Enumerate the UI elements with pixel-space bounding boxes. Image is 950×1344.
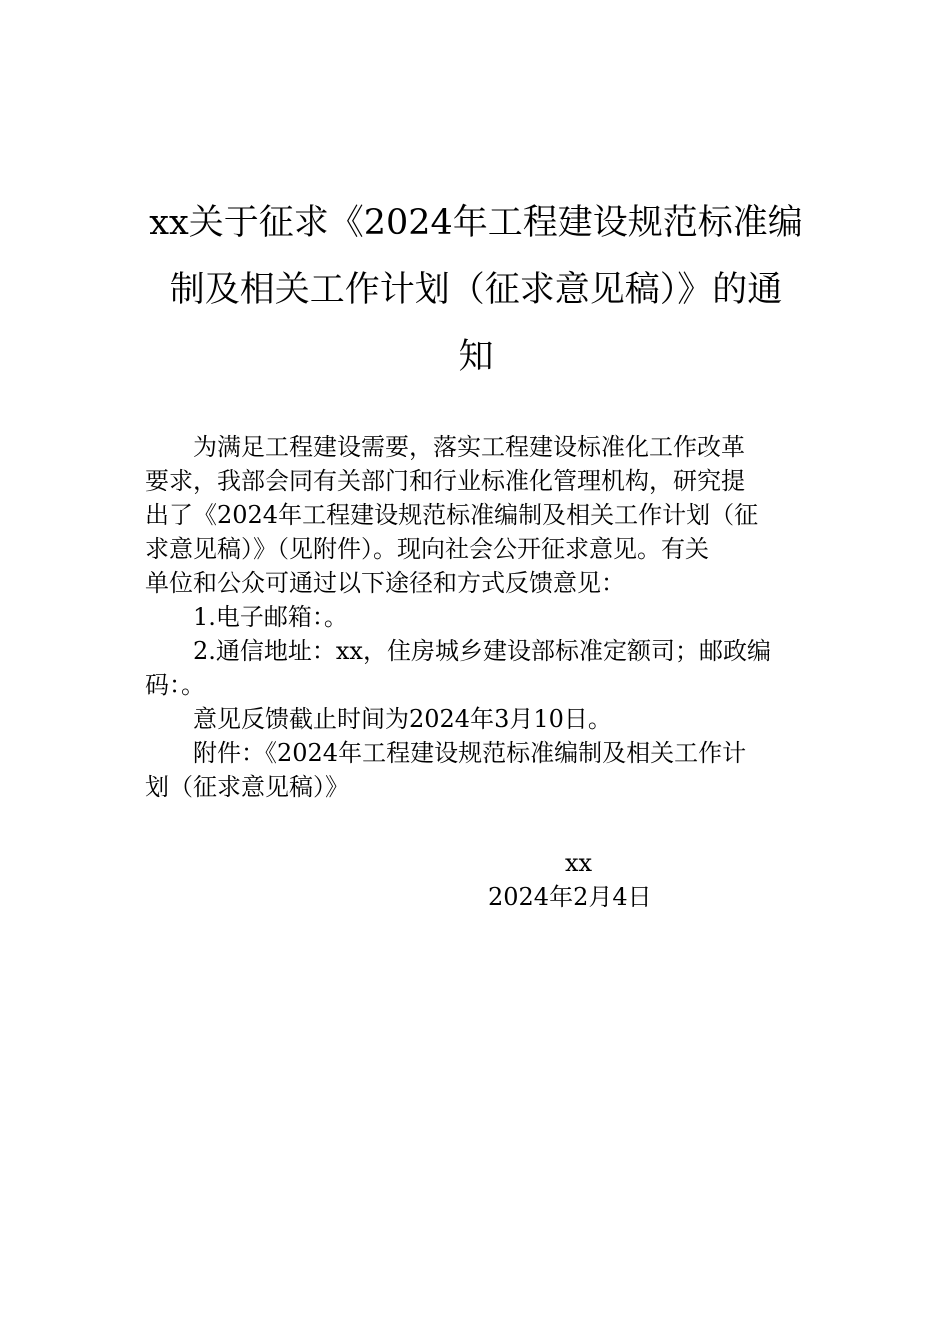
document-title <box>145 190 807 391</box>
email-line: 1.电子邮箱：。 <box>193 603 348 631</box>
attachment-line-1: 附件：《2024年工程建设规范标准编制及相关工作计 <box>193 739 747 767</box>
postcode-line: 码：。 <box>145 671 205 699</box>
body-line-3: 出了《2024年工程建设规范标准编制及相关工作计划（征 <box>145 501 759 529</box>
title-line-1: xx关于征求《2024年工程建设规范标准编 <box>149 203 803 243</box>
body-line-1: 为满足工程建设需要，落实工程建设标准化工作改革 <box>193 433 745 461</box>
document-body <box>145 430 807 804</box>
signature-org: xx <box>565 849 593 877</box>
title-line-3: 知 <box>458 337 494 377</box>
body-line-2: 要求，我部会同有关部门和行业标准化管理机构，研究提 <box>145 467 745 495</box>
body-line-4: 求意见稿）》（见附件）。现向社会公开征求意见。有关 <box>145 535 709 563</box>
address-line: 2.通信地址：xx，住房城乡建设部标准定额司；邮政编 <box>193 637 771 665</box>
deadline-line: 意见反馈截止时间为2024年3月10日。 <box>193 705 612 733</box>
attachment-line-2: 划（征求意见稿）》 <box>145 773 349 801</box>
signature-date: 2024年2月4日 <box>488 883 652 911</box>
title-line-2: 制及相关工作计划（征求意见稿）》的通 <box>169 270 783 310</box>
body-line-5: 单位和公众可通过以下途径和方式反馈意见： <box>145 569 625 597</box>
